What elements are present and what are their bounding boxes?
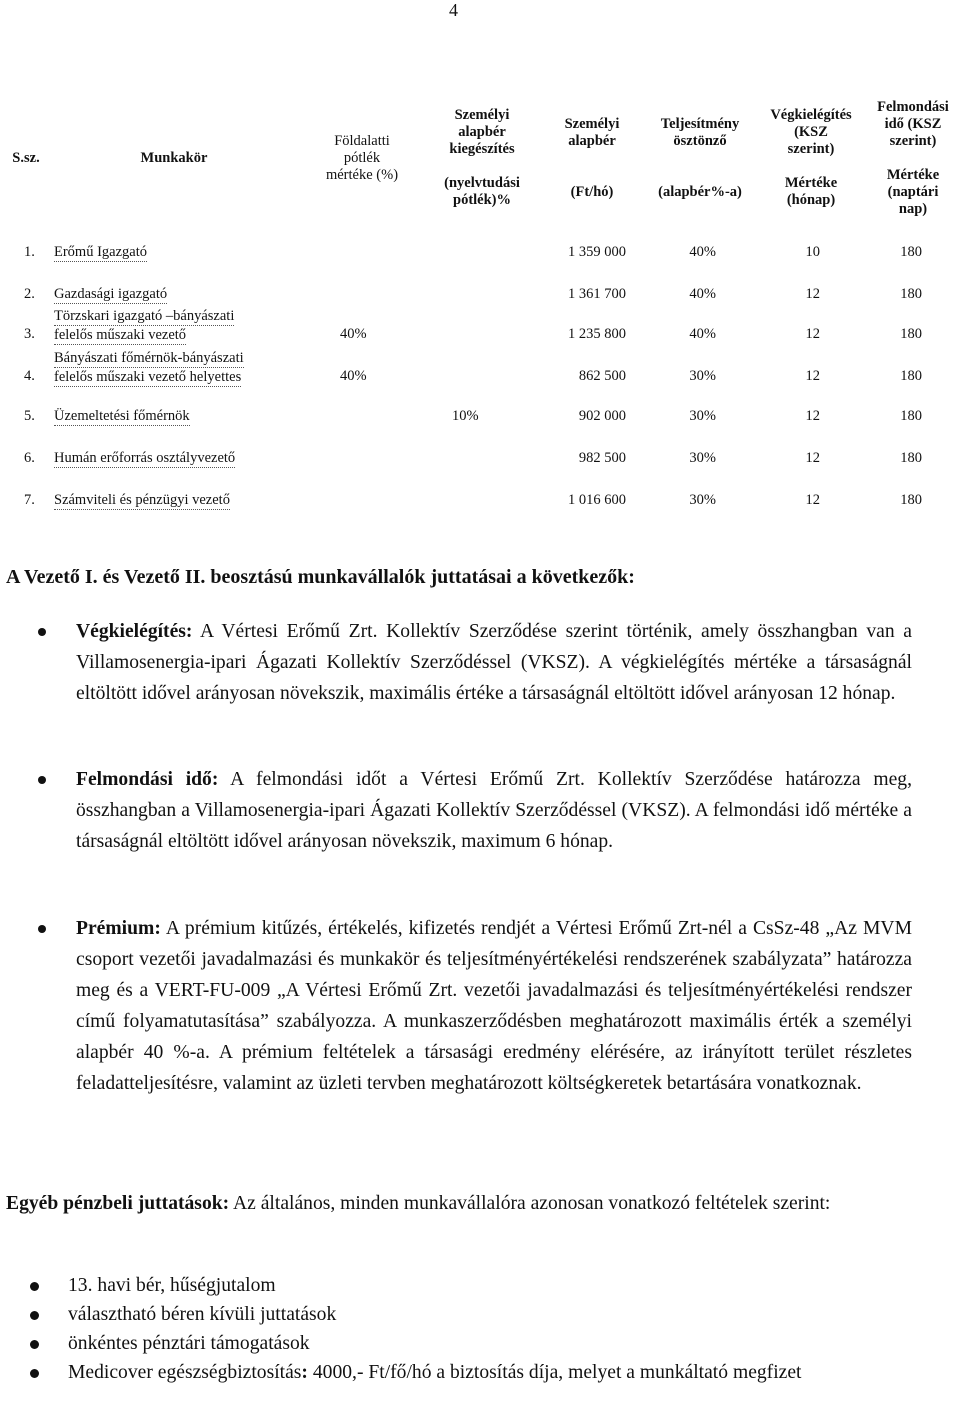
header-line: Mértéke <box>886 166 940 183</box>
felmondasi-value: 180 <box>900 286 922 302</box>
header-alapber <box>546 96 638 220</box>
job-title: Törzskari igazgató –bányászati <box>54 308 235 324</box>
header-line <box>760 158 862 175</box>
bullet-icon <box>30 1340 39 1349</box>
teljesitmeny-value: 40% <box>689 286 716 302</box>
header-munkakor: Munkakör <box>140 149 208 166</box>
felmondasi-value: 180 <box>900 492 922 508</box>
benefit-text: A Vértesi Erőmű Zrt. Kollektív Szerződése szerint történik, amely összhangban van a Villamosenergia-ipari Ágazati Kollektív Szerződéssel (VKSZ). A végkielégítés mértéke a társaságnál eltöltött idővel arányosan növekszik, maximális értéke a társaságnál eltöltött idővel arányosan 12 hónap. <box>76 621 912 704</box>
benefit-title: Prémium: <box>76 918 161 939</box>
benefit-paragraph <box>76 764 912 857</box>
alapber-value: 1 359 000 <box>568 244 626 260</box>
job-title: felelős műszaki vezető <box>54 327 187 343</box>
header-vegkielegites <box>760 96 862 220</box>
foldalatti-value: 40% <box>340 368 367 384</box>
header-foldalatti <box>296 96 428 220</box>
list-item: Medicover egészségbiztosítás: 4000,- Ft/fő/hó a biztosítás díja, melyet a munkáltató megfizet <box>68 1362 802 1383</box>
bullet-icon <box>30 1282 39 1291</box>
teljesitmeny-value: 30% <box>689 450 716 466</box>
header-line: (Ft/hó) <box>570 183 614 200</box>
egyeb-text: Az általános, minden munkavállalóra azonosan vonatkozó feltételek szerint: <box>229 1193 831 1214</box>
job-title: Erőmű Igazgató <box>54 244 148 260</box>
felmondasi-value: 180 <box>900 244 922 260</box>
header-line: alapbér <box>568 132 616 149</box>
header-line: (alapbér%-a) <box>658 183 742 200</box>
job-title: Humán erőforrás osztályvezető <box>54 450 236 466</box>
vegkielegites-value: 12 <box>805 286 820 302</box>
header-line: Teljesítmény <box>660 115 740 132</box>
header-line: nap) <box>898 200 928 217</box>
alapber-value: 862 500 <box>578 368 626 384</box>
felmondasi-value: 180 <box>900 326 922 342</box>
benefit-paragraph <box>76 913 912 1099</box>
job-title: Számviteli és pénzügyi vezető <box>54 492 230 508</box>
header-line <box>866 150 960 167</box>
header-felmondasi <box>866 96 960 220</box>
header-line: (nyelvtudási <box>444 175 520 191</box>
header-line: idő (KSZ <box>884 115 942 132</box>
header-line: Személyi <box>454 107 510 123</box>
header-line: (KSZ <box>794 124 828 140</box>
header-line <box>648 150 752 167</box>
header-line: Személyi <box>564 115 620 132</box>
header-line: alapbér <box>458 124 506 140</box>
foldalatti-value: 40% <box>340 326 367 342</box>
header-line: mértéke (%) <box>325 166 399 183</box>
benefit-title: Végkielégítés: <box>76 621 193 642</box>
row-number: 5. <box>24 408 35 424</box>
teljesitmeny-value: 40% <box>689 326 716 342</box>
header-line <box>546 150 638 167</box>
foldalatti-value: 10% <box>452 408 479 424</box>
vegkielegites-value: 10 <box>805 244 820 260</box>
header-line <box>648 167 752 184</box>
list-item: választható béren kívüli juttatások <box>68 1304 337 1325</box>
bullet-icon <box>38 925 46 933</box>
job-title: Üzemeltetési főmérnök <box>54 408 190 424</box>
header-line: szerint) <box>889 132 937 149</box>
bullet-icon <box>30 1369 39 1378</box>
bullet-icon <box>30 1311 39 1320</box>
row-number: 3. <box>24 326 35 342</box>
felmondasi-value: 180 <box>900 368 922 384</box>
header-line: Földalatti <box>334 132 390 149</box>
page-number: 4 <box>449 0 458 20</box>
row-number: 7. <box>24 492 35 508</box>
felmondasi-value: 180 <box>900 408 922 424</box>
list-item: 13. havi bér, hűségjutalom <box>68 1275 276 1296</box>
alapber-value: 1 235 800 <box>568 326 626 342</box>
bullet-icon <box>38 628 46 636</box>
list-item: önkéntes pénztári támogatások <box>68 1333 310 1354</box>
header-line: ösztönző <box>673 132 727 149</box>
header-line: Mértéke <box>784 175 838 191</box>
row-number: 2. <box>24 286 35 302</box>
header-line: pótlék <box>343 149 381 166</box>
header-ssz: S.sz. <box>12 149 40 166</box>
header-line: (naptári <box>887 183 939 200</box>
header-line <box>432 158 532 175</box>
vegkielegites-value: 12 <box>805 450 820 466</box>
header-line: pótlék)% <box>453 192 511 208</box>
vegkielegites-value: 12 <box>805 492 820 508</box>
teljesitmeny-value: 30% <box>689 492 716 508</box>
section-heading: A Vezető I. és Vezető II. beosztású munkavállalók juttatásai a következők: <box>6 566 635 588</box>
benefit-title: Felmondási idő: <box>76 769 219 790</box>
vegkielegites-value: 12 <box>805 408 820 424</box>
vegkielegites-value: 12 <box>805 326 820 342</box>
teljesitmeny-value: 40% <box>689 244 716 260</box>
felmondasi-value: 180 <box>900 450 922 466</box>
header-teljesitmeny <box>648 96 752 220</box>
alapber-value: 982 500 <box>578 450 626 466</box>
header-kiegeszites <box>432 96 532 220</box>
job-title: Gazdasági igazgató <box>54 286 168 302</box>
alapber-value: 1 361 700 <box>568 286 626 302</box>
alapber-value: 1 016 600 <box>568 492 626 508</box>
job-title: felelős műszaki vezető helyettes <box>54 369 242 385</box>
header-line: kiegészítés <box>449 141 515 157</box>
row-number: 1. <box>24 244 35 260</box>
benefit-text: A prémium kitűzés, értékelés, kifizetés rendjét a Vértesi Erőmű Zrt-nél a CsSz-48 „Az MVM csoport vezetői javadalmazási és munkakör és teljesítményértékelési rendszerének szabályzata” határozza meg és a VERT-FU-009 „A Vértesi Erőmű Zrt. vezetői javadalmazási és teljesítményértékelési rendszer című folyamatutasítása” szabályozza. A munkaszerződésben meghatározott maximális érték a személyi alapbér 40 %-a. A prémium feltételek a társasági eredmény elérésére, az irányított terület részletes feladatteljesítésre, valamint az üzleti tervben meghatározott költségkeretek betartására vonatkoznak. <box>76 918 912 1094</box>
alapber-value: 902 000 <box>578 408 626 424</box>
benefit-paragraph <box>76 616 912 709</box>
benefit-text: A felmondási időt a Vértesi Erőmű Zrt. Kollektív Szerződése határozza meg, összhangban a Villamosenergia-ipari Ágazati Kollektív Szerződéssel (VKSZ). A felmondási idő mértéke a társaságnál eltöltött idővel arányosan növekszik, maximum 6 hónap. <box>76 769 912 852</box>
egyeb-title: Egyéb pénzbeli juttatások: <box>6 1193 230 1214</box>
row-number: 4. <box>24 368 35 384</box>
bullet-icon <box>38 776 46 784</box>
teljesitmeny-value: 30% <box>689 368 716 384</box>
teljesitmeny-value: 30% <box>689 408 716 424</box>
row-number: 6. <box>24 450 35 466</box>
header-line: szerint) <box>787 141 835 157</box>
header-line <box>546 167 638 184</box>
header-line: (hónap) <box>786 192 836 208</box>
job-title: Bányászati főmérnök-bányászati <box>54 350 244 366</box>
header-line: Felmondási <box>877 98 949 115</box>
vegkielegites-value: 12 <box>805 368 820 384</box>
egyeb-paragraph <box>6 1188 912 1219</box>
header-line: Végkielégítés <box>770 107 852 123</box>
